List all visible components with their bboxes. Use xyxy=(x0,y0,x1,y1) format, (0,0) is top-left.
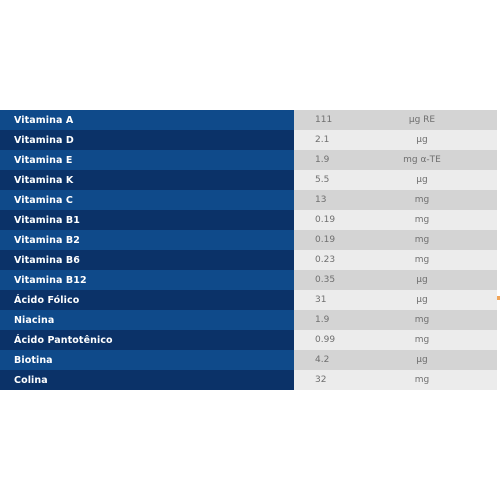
nutrient-name: Vitamina C xyxy=(0,190,294,210)
nutrient-unit: µg xyxy=(347,130,497,150)
nutrient-value: 5.5 xyxy=(294,170,347,190)
nutrient-unit: mg xyxy=(347,310,497,330)
nutrient-value: 32 xyxy=(294,370,347,390)
nutrient-row-vitamina-b1 xyxy=(0,210,497,230)
nutrient-row-vitamina-b2 xyxy=(0,230,497,250)
nutrient-unit: mg xyxy=(347,190,497,210)
nutrient-value: 0.19 xyxy=(294,230,347,250)
nutrient-row-vitamina-c xyxy=(0,190,497,210)
nutrient-value: 111 xyxy=(294,110,347,130)
nutrient-value: 0.19 xyxy=(294,210,347,230)
nutrient-name: Vitamina B1 xyxy=(0,210,294,230)
nutrient-unit: mg xyxy=(347,250,497,270)
nutrient-unit: mg xyxy=(347,230,497,250)
nutrient-unit: mg xyxy=(347,370,497,390)
nutrient-unit: µg xyxy=(347,350,497,370)
nutrient-name: Vitamina D xyxy=(0,130,294,150)
nutrient-name: Ácido Pantotênico xyxy=(0,330,294,350)
nutrient-unit: mg xyxy=(347,210,497,230)
nutrient-row-acido-folico xyxy=(0,290,497,310)
nutrient-value: 31 xyxy=(294,290,347,310)
nutrient-value: 2.1 xyxy=(294,130,347,150)
nutrient-row-acido-pantotenico xyxy=(0,330,497,350)
nutrient-name: Ácido Fólico xyxy=(0,290,294,310)
nutrient-value: 0.23 xyxy=(294,250,347,270)
nutrient-unit: µg xyxy=(347,170,497,190)
nutrient-name: Colina xyxy=(0,370,294,390)
nutrient-unit: mg xyxy=(347,330,497,350)
nutrient-row-vitamina-b6 xyxy=(0,250,497,270)
nutrient-row-colina xyxy=(0,370,497,390)
nutrient-name: Vitamina E xyxy=(0,150,294,170)
nutrient-name: Niacina xyxy=(0,310,294,330)
nutrient-name: Vitamina B6 xyxy=(0,250,294,270)
nutrient-row-vitamina-e xyxy=(0,150,497,170)
nutrient-name: Vitamina B2 xyxy=(0,230,294,250)
nutrient-unit: µg RE xyxy=(347,110,497,130)
nutrient-row-vitamina-k xyxy=(0,170,497,190)
nutrient-row-biotina xyxy=(0,350,497,370)
nutrient-value: 1.9 xyxy=(294,310,347,330)
nutrition-table xyxy=(0,110,497,390)
nutrient-name: Vitamina K xyxy=(0,170,294,190)
nutrient-value: 4.2 xyxy=(294,350,347,370)
nutrient-name: Vitamina B12 xyxy=(0,270,294,290)
nutrient-name: Vitamina A xyxy=(0,110,294,130)
nutrient-row-vitamina-b12 xyxy=(0,270,497,290)
nutrient-value: 13 xyxy=(294,190,347,210)
nutrient-name: Biotina xyxy=(0,350,294,370)
nutrient-value: 1.9 xyxy=(294,150,347,170)
nutrient-value: 0.35 xyxy=(294,270,347,290)
nutrient-value: 0.99 xyxy=(294,330,347,350)
nutrient-row-niacina xyxy=(0,310,497,330)
nutrient-row-vitamina-a xyxy=(0,110,497,130)
nutrient-unit: µg xyxy=(347,270,497,290)
nutrient-unit: µg xyxy=(347,290,497,310)
nutrient-row-vitamina-d xyxy=(0,130,497,150)
nutrient-unit: mg α-TE xyxy=(347,150,497,170)
